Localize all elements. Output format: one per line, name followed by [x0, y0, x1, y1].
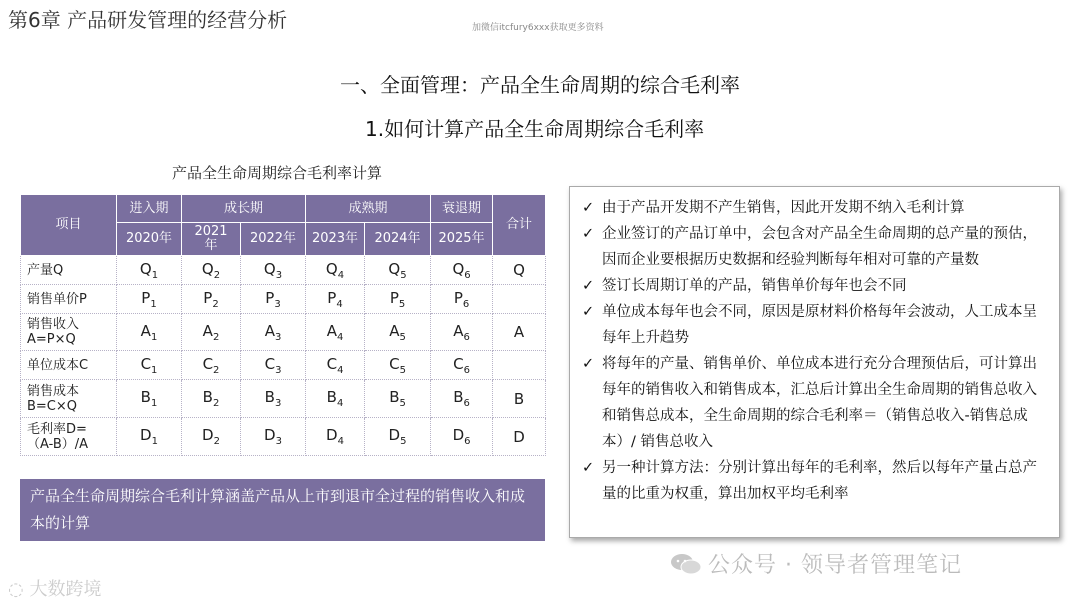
note-item — [582, 273, 1049, 299]
header-year-2020: 2020年 — [117, 223, 182, 256]
top-watermark: 加微信itcfury6xxx获取更多资料 — [472, 23, 604, 33]
table-caption: 产品全生命周期综合毛利率计算 — [172, 164, 383, 182]
value-cell: $P_5$ — [365, 285, 431, 314]
value-cell: $P_2$ — [182, 285, 241, 314]
total-cell: B — [493, 380, 546, 418]
header-total: 合计 — [493, 195, 546, 256]
header-year-2022: 2022年 — [241, 223, 306, 256]
heading-2: 1.如何计算产品全生命周期综合毛利率 — [365, 117, 705, 141]
value-cell: $Q_5$ — [365, 256, 431, 285]
value-cell: $A_6$ — [431, 314, 493, 351]
value-cell: $B_3$ — [241, 380, 306, 418]
row-label: 销售成本 B=C×Q — [21, 380, 117, 418]
value-cell: $B_2$ — [182, 380, 241, 418]
value-cell: $B_1$ — [117, 380, 182, 418]
value-cell: $C_6$ — [431, 351, 493, 380]
value-cell: $Q_4$ — [306, 256, 365, 285]
row-label: 毛利率D= （A-B）/A — [21, 418, 117, 456]
header-phase-mature: 成熟期 — [306, 195, 431, 223]
value-cell: $Q_3$ — [241, 256, 306, 285]
notes-panel — [569, 186, 1060, 538]
check-icon: ✓ — [582, 226, 595, 242]
note-text: 另一种计算方法：分别计算出每年的毛利率，然后以每年产量占总产量的比重为权重，算出加权平均毛利率 — [602, 460, 1037, 502]
header-year-2021: 2021年 — [182, 223, 241, 256]
header-phase-growth: 成长期 — [182, 195, 306, 223]
note-text: 签订长周期订单的产品，销售单价每年也会不同 — [602, 278, 907, 294]
chapter-title: 第6章 产品研发管理的经营分析 — [8, 8, 288, 32]
value-cell: $C_2$ — [182, 351, 241, 380]
note-item — [582, 455, 1049, 507]
check-icon: ✓ — [582, 304, 595, 320]
check-icon: ✓ — [582, 460, 595, 476]
table-row — [21, 285, 546, 314]
value-cell: $A_4$ — [306, 314, 365, 351]
value-cell: $B_6$ — [431, 380, 493, 418]
value-cell: $C_3$ — [241, 351, 306, 380]
row-label: 产量Q — [21, 256, 117, 285]
summary-box: 产品全生命周期综合毛利计算涵盖产品从上市到退市全过程的销售收入和成本的计算 — [20, 479, 545, 541]
table-row — [21, 256, 546, 285]
wechat-icon — [670, 553, 702, 575]
row-label: 销售单价P — [21, 285, 117, 314]
header-phase-entry: 进入期 — [117, 195, 182, 223]
value-cell: $D_5$ — [365, 418, 431, 456]
total-cell: Q — [493, 256, 546, 285]
wechat-label: 公众号 · 领导者管理笔记 — [708, 553, 962, 578]
value-cell: $D_1$ — [117, 418, 182, 456]
value-cell: $D_4$ — [306, 418, 365, 456]
note-text: 企业签订的产品订单中，会包含对产品全生命周期的总产量的预估，因而企业要根据历史数据和经验判断每年相对可靠的产量数 — [602, 226, 1037, 268]
value-cell: $C_1$ — [117, 351, 182, 380]
check-icon: ✓ — [582, 356, 595, 372]
total-cell — [493, 285, 546, 314]
total-cell: D — [493, 418, 546, 456]
note-text: 由于产品开发期不产生销售，因此开发期不纳入毛利计算 — [602, 200, 965, 216]
gross-margin-table — [20, 194, 546, 456]
header-item: 项目 — [21, 195, 117, 256]
row-label: 销售收入 A=P×Q — [21, 314, 117, 351]
value-cell: $D_2$ — [182, 418, 241, 456]
check-icon: ✓ — [582, 200, 595, 216]
value-cell: $B_5$ — [365, 380, 431, 418]
header-year-2023: 2023年 — [306, 223, 365, 256]
value-cell: $A_1$ — [117, 314, 182, 351]
note-item — [582, 195, 1049, 221]
value-cell: $Q_2$ — [182, 256, 241, 285]
note-text: 单位成本每年也会不同，原因是原材料价格每年会波动，人工成本呈每年上升趋势 — [602, 304, 1037, 346]
brand-logo-icon: ◌ — [8, 579, 24, 600]
table-row — [21, 418, 546, 456]
note-item — [582, 221, 1049, 273]
value-cell: $P_6$ — [431, 285, 493, 314]
value-cell: $P_4$ — [306, 285, 365, 314]
value-cell: $D_6$ — [431, 418, 493, 456]
value-cell: $P_3$ — [241, 285, 306, 314]
note-item — [582, 299, 1049, 351]
value-cell: $A_2$ — [182, 314, 241, 351]
note-item — [582, 351, 1049, 455]
value-cell: $Q_6$ — [431, 256, 493, 285]
brand-watermark — [8, 575, 101, 601]
value-cell: $C_5$ — [365, 351, 431, 380]
value-cell: $A_3$ — [241, 314, 306, 351]
value-cell: $C_4$ — [306, 351, 365, 380]
value-cell: $B_4$ — [306, 380, 365, 418]
header-phase-decline: 衰退期 — [431, 195, 493, 223]
value-cell: $A_5$ — [365, 314, 431, 351]
table-row — [21, 314, 546, 351]
value-cell: $Q_1$ — [117, 256, 182, 285]
table-row — [21, 351, 546, 380]
total-cell — [493, 351, 546, 380]
header-year-2025: 2025年 — [431, 223, 493, 256]
value-cell: $P_1$ — [117, 285, 182, 314]
row-label: 单位成本C — [21, 351, 117, 380]
note-text: 将每年的产量、销售单价、单位成本进行充分合理预估后，可计算出每年的销售收入和销售成本，汇总后计算出全生命周期的销售总收入和销售总成本，全生命周期的综合毛利率＝（销售总收入-销售总成本）/ 销售总收入 — [602, 356, 1037, 450]
wechat-watermark — [670, 548, 962, 579]
value-cell: $D_3$ — [241, 418, 306, 456]
header-year-2024: 2024年 — [365, 223, 431, 256]
heading-1: 一、全面管理：产品全生命周期的综合毛利率 — [340, 73, 740, 97]
brand-label: 大数跨境 — [29, 579, 102, 600]
total-cell: A — [493, 314, 546, 351]
table-row — [21, 380, 546, 418]
check-icon: ✓ — [582, 278, 595, 294]
